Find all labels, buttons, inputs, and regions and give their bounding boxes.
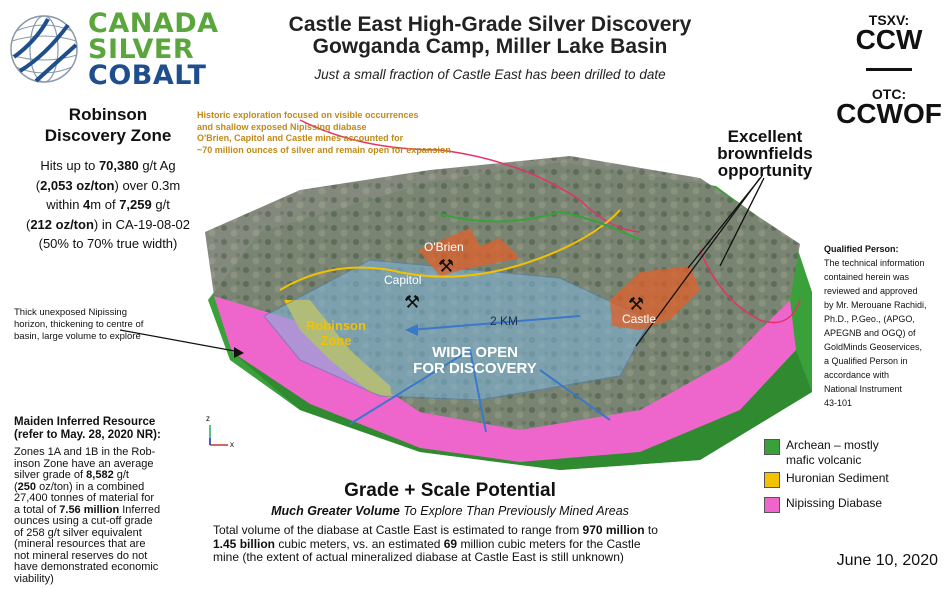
- volume-text-line: [213, 551, 753, 565]
- grade-scale-heading: Grade + Scale Potential: [344, 480, 556, 501]
- maiden-resource-block: [14, 416, 204, 585]
- wide-open-line-2: FOR DISCOVERY: [413, 360, 537, 377]
- legend-item: [764, 471, 944, 488]
- release-date: June 10, 2020: [836, 552, 938, 569]
- robinson-text-segment: (: [25, 216, 31, 232]
- volume-text-line: [213, 524, 753, 538]
- robinson-text-segment: g/t: [151, 197, 170, 212]
- legend-label-line: Huronian Sediment: [786, 471, 889, 485]
- legend-item: [764, 496, 944, 513]
- title-line-2: Gowganda Camp, Miller Lake Basin: [312, 35, 668, 58]
- robinson-zone-label: [306, 318, 366, 348]
- legend-swatch: [764, 472, 780, 488]
- qualified-person-line: a Qualified Person in: [824, 356, 908, 366]
- legend: [764, 438, 944, 521]
- robinson-title-line-2: Discovery Zone: [44, 126, 172, 145]
- wide-open-line-1: WIDE OPEN: [432, 344, 518, 361]
- legend-swatch: [764, 439, 780, 455]
- volume-text-segment: 1.45 billion: [213, 536, 276, 551]
- robinson-text-segment: 7,259: [119, 197, 152, 212]
- robinson-text-segment: within: [46, 197, 84, 212]
- logo-line-canada: CANADA: [88, 8, 219, 39]
- maiden-text-segment: g/t: [113, 469, 129, 481]
- maiden-text-segment: a total of: [14, 503, 60, 516]
- maiden-text-segment: 7.56 million: [59, 503, 120, 516]
- volume-text-segment: to: [644, 523, 658, 537]
- maiden-text-segment: oz/ton) in a combined: [36, 480, 145, 493]
- robinson-text-segment: ) over 0.3m: [114, 177, 181, 193]
- maiden-text-line: [14, 574, 204, 586]
- volume-text-segment: 69: [443, 536, 458, 551]
- legend-label-line: Nipissing Diabase: [786, 496, 883, 510]
- volume-text-segment: cubic meters, vs. an estimated: [275, 536, 444, 551]
- maiden-text-segment: viability): [14, 572, 54, 585]
- volume-text-segment: million cubic meters for the Castle: [457, 536, 641, 551]
- historic-note-line: Historic exploration focused on visible occurrences: [197, 110, 419, 120]
- robinson-text-segment: 2,053 oz/ton: [40, 177, 115, 193]
- robinson-zone-line-2: Zone: [320, 333, 352, 348]
- historic-note-line: O'Brien, Capitol and Castle mines accounted for: [197, 133, 404, 143]
- horizon-note-line: horizon, thickening to centre of: [14, 319, 144, 330]
- legend-label: [786, 471, 889, 486]
- capitol-label: Capitol: [384, 273, 422, 287]
- brownfields-line-2: brownfields: [717, 144, 813, 163]
- maiden-resource-text: [14, 447, 204, 585]
- legend-label-line: mafic volcanic: [786, 453, 862, 467]
- qualified-person-line: Ph.D., P.Geo., (APGO,: [824, 314, 915, 324]
- legend-label-line: Archean – mostly: [786, 438, 879, 452]
- logo-line-silver: SILVER: [88, 34, 195, 65]
- otc-label: OTC:: [871, 86, 907, 102]
- robinson-text-segment: Hits up to: [40, 158, 99, 173]
- qualified-person-text: [824, 256, 950, 410]
- qualified-person-line: accordance with: [824, 370, 890, 380]
- qualified-person-heading: Qualified Person:: [824, 244, 899, 254]
- maiden-text-segment: of 258 g/t silver equivalent: [14, 526, 142, 539]
- maiden-text-segment: silver grade of: [14, 469, 87, 481]
- robinson-text-segment: (: [35, 177, 41, 193]
- legend-swatch: [764, 497, 780, 513]
- wide-open-label: [400, 345, 550, 377]
- obrien-mine-icon: ⚒: [438, 256, 455, 276]
- obrien-label: O'Brien: [424, 240, 464, 254]
- legend-label: [786, 438, 879, 468]
- historic-note-line: and shallow exposed Nipissing diabase: [197, 121, 367, 132]
- maiden-text-segment: have demonstrated economic: [14, 561, 159, 573]
- axis-z-label: z: [206, 414, 210, 423]
- maiden-text-segment: 250: [17, 480, 37, 493]
- maiden-heading-line-2: (refer to May. 28, 2020 NR):: [14, 429, 161, 441]
- robinson-text-segment: g/t Ag: [138, 158, 176, 173]
- maiden-text-segment: Inferred: [119, 503, 161, 516]
- volume-text-line: [213, 538, 753, 552]
- qualified-person-line: contained herein was: [824, 272, 910, 282]
- maiden-text-segment: (mineral resources that are: [14, 538, 146, 550]
- horizon-note-line: Thick unexposed Nipissing: [14, 307, 128, 318]
- brownfields-callout: [700, 128, 830, 179]
- historic-exploration-note: [197, 110, 497, 156]
- axis-gizmo: [210, 425, 228, 445]
- capitol-mine-icon: ⚒: [404, 292, 421, 312]
- qualified-person-line: by Mr. Merouane Rachidi,: [824, 300, 927, 310]
- legend-label: [786, 496, 882, 511]
- maiden-text-segment: 8,582: [86, 469, 114, 481]
- page-subtitle: Just a small fraction of Castle East has been drilled to date: [314, 67, 666, 82]
- robinson-text-segment: ) in CA-19-08-02: [93, 216, 191, 232]
- subheading-emphasis: Much Greater Volume: [271, 504, 400, 518]
- robinson-text-segment: (50% to 70% true width): [38, 236, 178, 251]
- volume-text-segment: 970 million: [582, 523, 645, 537]
- legend-item: [764, 438, 944, 468]
- robinson-title-line-1: Robinson: [68, 105, 148, 124]
- maiden-text-segment: ounces using a cut-off grade: [14, 515, 153, 527]
- qualified-person-line: National Instrument: [824, 384, 903, 394]
- robinson-zone-line-1: Robinson: [306, 318, 366, 333]
- diabase-volume-text: [213, 524, 753, 565]
- maiden-text-segment: (: [14, 480, 18, 493]
- qualified-person-line: The technical information: [824, 258, 925, 268]
- horizon-note-line: basin, large volume to explore: [14, 331, 141, 342]
- tsxv-label: TSXV:: [868, 12, 910, 28]
- robinson-text-segment: 4: [83, 197, 91, 212]
- qualified-person-line: reviewed and approved: [824, 286, 918, 296]
- title-line-1: Castle East High-Grade Silver Discovery: [288, 13, 692, 36]
- robinson-text-segment: 70,380: [98, 158, 139, 173]
- subheading-rest: To Explore Than Previously Mined Areas: [399, 504, 629, 518]
- qualified-person-line: GoldMinds Geoservices,: [824, 342, 923, 352]
- maiden-text-segment: Zones 1A and 1B in the Rob-: [14, 446, 156, 458]
- nipissing-horizon-note: [14, 307, 204, 343]
- robinson-text-segment: m of: [90, 197, 120, 212]
- robinson-text-segment: 212 oz/ton: [30, 216, 94, 232]
- axis-x-label: x: [230, 440, 234, 449]
- otc-ticker: CCWOF: [836, 98, 942, 129]
- qualified-person-line: APEGNB and OGQ) of: [824, 328, 916, 338]
- qualified-person-block: [824, 242, 950, 410]
- brownfields-line-1: Excellent: [727, 127, 803, 146]
- castle-mine-icon: ⚒: [628, 294, 645, 314]
- maiden-heading-line-1: Maiden Inferred Resource: [14, 416, 156, 428]
- volume-text-segment: Total volume of the diabase at Castle East is estimated to range from: [213, 523, 583, 537]
- logo-line-cobalt: COBALT: [88, 60, 207, 91]
- maiden-text-segment: not mineral reserves do not: [14, 549, 148, 562]
- historic-note-line: ~70 million ounces of silver and remain open for expansion: [197, 144, 451, 155]
- brownfields-line-3: opportunity: [717, 161, 813, 180]
- scale-label: 2 KM: [490, 314, 519, 328]
- volume-text-segment: mine (the extent of actual mineralized diabase at Castle East is still unknown): [213, 550, 624, 564]
- tsxv-ticker: CCW: [855, 24, 923, 55]
- castle-label: Castle: [622, 312, 657, 326]
- maiden-text-segment: inson Zone have an average: [14, 457, 154, 470]
- maiden-text-segment: 27,400 tonnes of material for: [14, 492, 155, 504]
- grade-scale-subheading: [250, 504, 650, 518]
- qualified-person-line: 43-101: [824, 398, 853, 408]
